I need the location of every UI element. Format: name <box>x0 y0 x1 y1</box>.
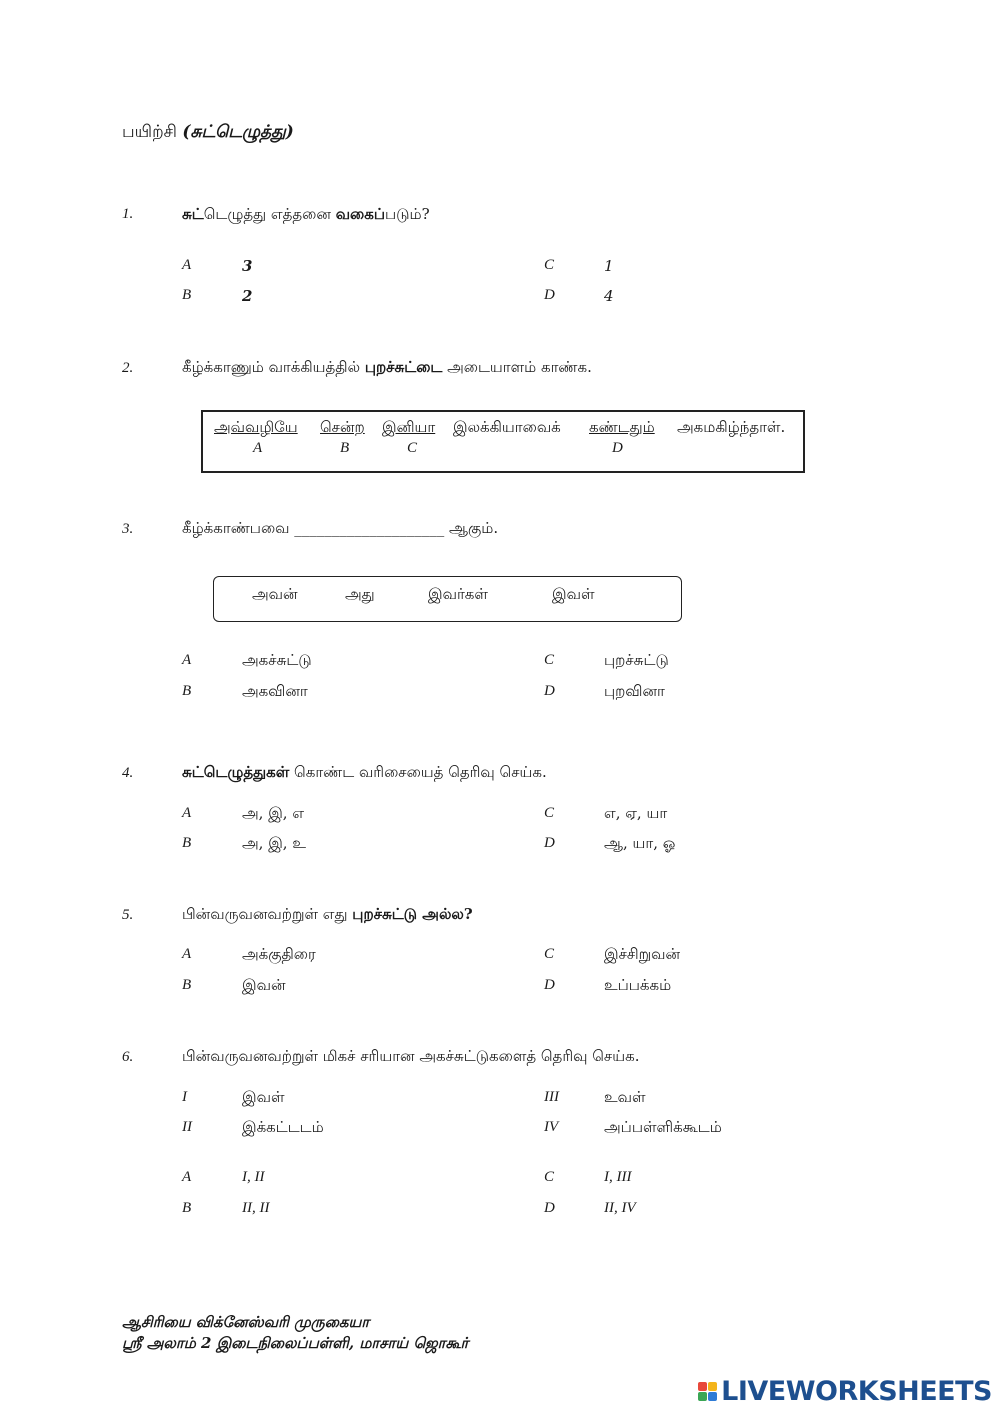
marker-b: B <box>340 440 350 456</box>
question-number-4: 4. <box>122 765 134 781</box>
option-value[interactable]: இவன் <box>242 976 286 994</box>
option-value[interactable]: எ, ஏ, யா <box>604 804 668 822</box>
option-value[interactable]: இச்சிறுவன் <box>604 945 681 963</box>
box-word: அவன் <box>252 585 298 603</box>
logo-square <box>708 1382 717 1391</box>
question-text-1: சுட்டெழுத்து எத்தனை வகைப்படும்? <box>182 205 430 223</box>
option-label: C <box>544 1169 555 1185</box>
option-label: A <box>182 1169 192 1185</box>
sentence-word-c[interactable]: இனியா <box>382 418 436 436</box>
box-word: அது <box>345 585 375 603</box>
option-value[interactable]: I, II <box>242 1169 265 1185</box>
option-value[interactable]: உப்பக்கம் <box>604 976 672 994</box>
item-label: I <box>182 1089 187 1105</box>
logo-square <box>708 1392 717 1401</box>
option-value[interactable]: அக்குதிரை <box>242 945 316 963</box>
option-value[interactable]: ஆ, யா, ஓ <box>604 834 676 852</box>
question-text-2: கீழ்க்காணும் வாக்கியத்தில் புறச்சுட்டை அடையாளம் காண்க. <box>182 358 592 376</box>
question-text-3: கீழ்க்காண்பவை ____________________ ஆகும். <box>182 519 499 537</box>
box-word: இவர்கள் <box>428 585 488 603</box>
option-label: C <box>544 946 555 962</box>
question-text-4: சுட்டெழுத்துகள் கொண்ட வரிசையைத் தெரிவு செய்க. <box>182 763 547 781</box>
option-label: A <box>182 805 192 821</box>
option-value[interactable]: 3 <box>242 257 253 275</box>
option-value[interactable]: புறவினா <box>604 682 665 700</box>
option-label: A <box>182 946 192 962</box>
marker-a: A <box>253 440 263 456</box>
question-number-3: 3. <box>122 521 134 537</box>
option-value[interactable]: அகவினா <box>242 682 308 700</box>
box-word: இவள் <box>552 585 595 603</box>
liveworksheets-logo[interactable] <box>698 1376 992 1407</box>
option-label: D <box>544 683 555 699</box>
question-number-1: 1. <box>122 206 134 222</box>
option-label: D <box>544 835 555 851</box>
option-value[interactable]: 1 <box>604 257 614 275</box>
page-title: பயிற்சி (சுட்டெழுத்து) <box>122 122 294 142</box>
teacher-name: ஆசிரியை விக்னேஸ்வரி முருகையா <box>122 1313 370 1331</box>
logo-square <box>698 1392 707 1401</box>
answer-blank[interactable]: ____________________ <box>294 519 445 537</box>
option-value[interactable]: II, II <box>242 1200 270 1216</box>
sentence-word-b[interactable]: சென்ற <box>320 418 365 436</box>
logo-mark-icon <box>698 1382 717 1401</box>
option-value[interactable]: 2 <box>242 287 253 305</box>
item-label: II <box>182 1119 192 1135</box>
logo-text: LIVEWORKSHEETS <box>721 1376 992 1407</box>
sentence-word-a[interactable]: அவ்வழியே <box>214 418 298 436</box>
option-label: C <box>544 805 555 821</box>
option-value[interactable]: 4 <box>604 287 614 305</box>
item-label: IV <box>544 1119 559 1135</box>
question-number-2: 2. <box>122 360 134 376</box>
question-number-6: 6. <box>122 1049 134 1065</box>
option-label: A <box>182 257 192 273</box>
option-label: A <box>182 652 192 668</box>
option-value[interactable]: புறச்சுட்டு <box>604 651 669 669</box>
option-label: B <box>182 977 192 993</box>
item-value: உவள் <box>604 1088 646 1106</box>
option-label: B <box>182 287 192 303</box>
sentence-word: அகமகிழ்ந்தாள். <box>677 418 786 436</box>
item-value: இக்கட்டடம் <box>242 1118 324 1136</box>
logo-square <box>698 1382 707 1391</box>
option-label: C <box>544 652 555 668</box>
option-label: B <box>182 835 192 851</box>
marker-c: C <box>407 440 418 456</box>
item-value: இவள் <box>242 1088 285 1106</box>
option-value[interactable]: அகச்சுட்டு <box>242 651 312 669</box>
question-text-5: பின்வருவனவற்றுள் எது புறச்சுட்டு அல்ல? <box>182 905 473 923</box>
option-value[interactable]: அ, இ, உ <box>242 834 306 852</box>
option-label: B <box>182 683 192 699</box>
sentence-word: இலக்கியாவைக் <box>453 418 561 436</box>
option-value[interactable]: I, III <box>604 1169 632 1185</box>
option-label: C <box>544 257 555 273</box>
item-label: III <box>544 1089 559 1105</box>
option-label: D <box>544 287 555 303</box>
item-value: அப்பள்ளிக்கூடம் <box>604 1118 722 1136</box>
question-number-5: 5. <box>122 907 134 923</box>
option-label: B <box>182 1200 192 1216</box>
question-text-6: பின்வருவனவற்றுள் மிகச் சரியான அகச்சுட்டுகளைத் தெரிவு செய்க. <box>182 1047 640 1065</box>
option-value[interactable]: II, IV <box>604 1200 636 1216</box>
school-name: ஸ்ரீ அலாம் 2 இடைநிலைப்பள்ளி, மாசாய் ஜொகூர் <box>122 1334 469 1352</box>
option-value[interactable]: அ, இ, எ <box>242 804 305 822</box>
marker-d: D <box>612 440 623 456</box>
sentence-word-d[interactable]: கண்டதும் <box>589 418 655 436</box>
option-label: D <box>544 977 555 993</box>
option-label: D <box>544 1200 555 1216</box>
